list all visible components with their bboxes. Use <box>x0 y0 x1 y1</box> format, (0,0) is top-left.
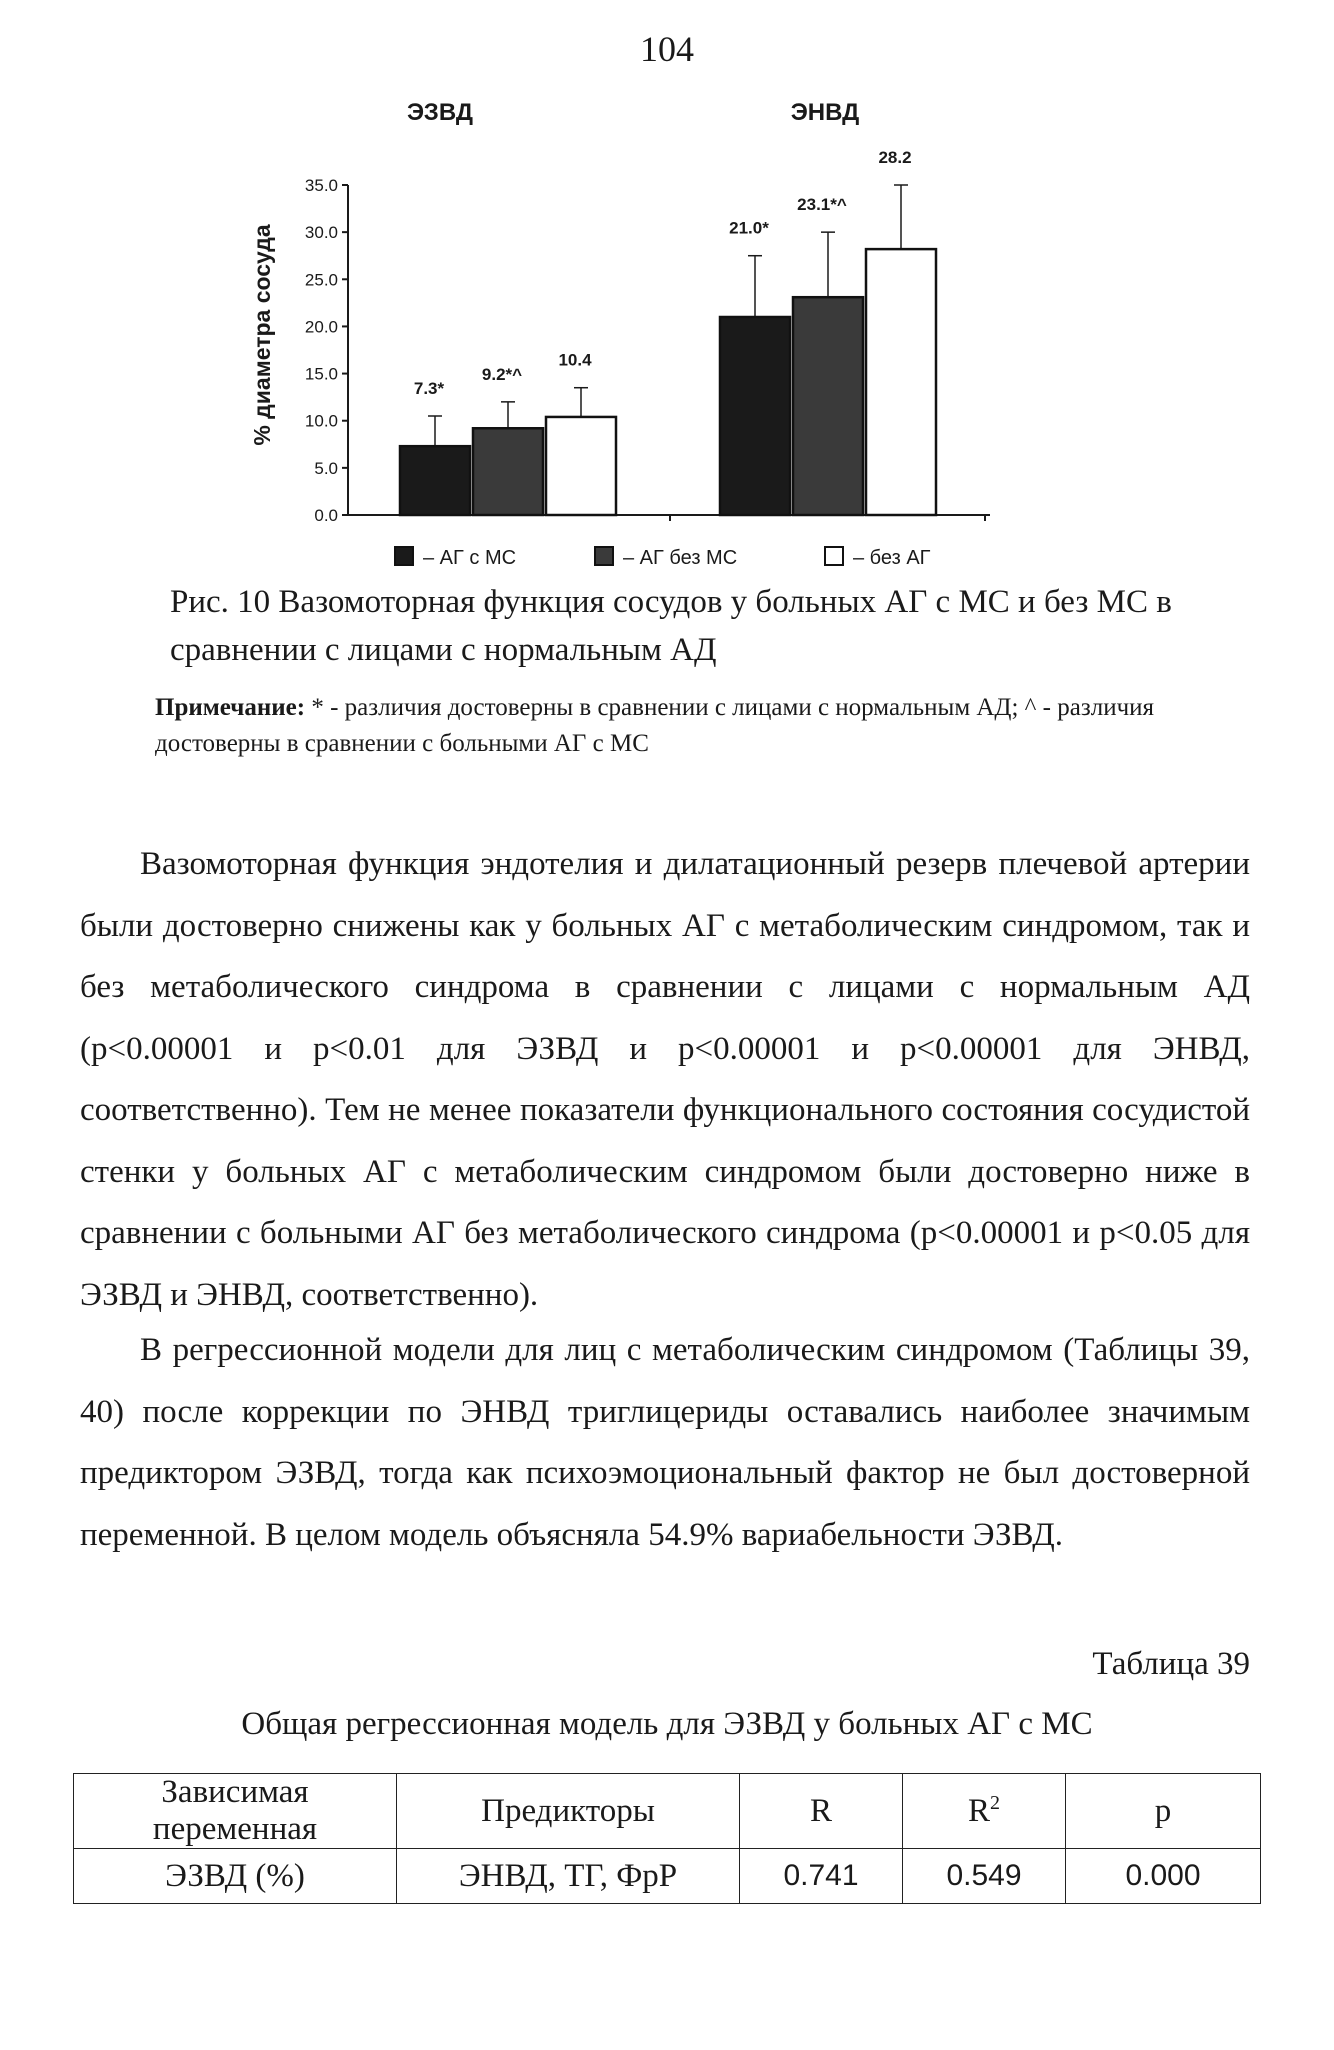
header-r2 <box>903 1774 1066 1849</box>
figure-caption: Рис. 10 Вазомоторная функция сосудов у больных АГ с МС и без МС в сравнении с лицами с нормальным АД <box>170 584 1172 668</box>
cell-r2: 0.549 <box>903 1849 1066 1904</box>
table-title: Общая регрессионная модель для ЭЗВД у больных АГ с МС <box>241 1706 1093 1742</box>
data-label: 21.0* <box>729 218 769 238</box>
legend-label: – без АГ <box>853 547 931 569</box>
header-dependent: Зависимая переменная <box>74 1774 397 1849</box>
header-p: p <box>1066 1774 1261 1849</box>
y-tick-label: 10.0 <box>304 411 338 431</box>
bar <box>400 446 470 515</box>
data-label: 28.2 <box>878 148 912 167</box>
regression-table <box>73 1773 1261 1904</box>
page-number: 104 <box>640 29 694 69</box>
legend-swatch <box>825 547 843 565</box>
header-predictors: Предикторы <box>397 1774 740 1849</box>
legend-swatch <box>395 547 413 565</box>
table-row <box>74 1849 1261 1904</box>
bar <box>720 317 790 515</box>
bar <box>793 297 863 515</box>
table-header-row <box>74 1774 1261 1849</box>
legend-label: – АГ без МС <box>623 547 738 569</box>
y-tick-label: 0.0 <box>314 506 338 525</box>
data-label: 9.2*^ <box>481 364 523 384</box>
table-label: Таблица 39 <box>1092 1646 1250 1682</box>
header-r2-sup: 2 <box>990 1792 1000 1814</box>
y-tick-label: 25.0 <box>304 270 338 290</box>
header-r2-base: R <box>967 1793 990 1829</box>
cell-r: 0.741 <box>740 1849 903 1904</box>
y-tick-label: 20.0 <box>304 317 338 337</box>
legend-label: – АГ с МС <box>423 547 517 569</box>
data-label: 7.3* <box>413 379 445 398</box>
cell-predictors: ЭНВД, ТГ, ФрР <box>397 1849 740 1904</box>
data-label: 23.1*^ <box>797 195 847 215</box>
cell-p: 0.000 <box>1066 1849 1261 1904</box>
y-axis-label: % диаметра сосуда <box>249 224 275 446</box>
note-label: Примечание: <box>155 694 306 721</box>
data-label: 10.4 <box>558 350 592 370</box>
bar <box>473 428 543 515</box>
y-tick-label: 5.0 <box>314 458 338 478</box>
cell-dependent: ЭЗВД (%) <box>74 1849 397 1904</box>
y-tick-label: 15.0 <box>304 364 338 384</box>
y-tick-label: 35.0 <box>304 176 338 195</box>
group-label-1: ЭНВД <box>790 99 860 126</box>
bar-chart <box>230 85 1010 575</box>
group-label-0: ЭЗВД <box>407 99 473 126</box>
paragraph-1: Вазомоторная функция эндотелия и дилатационный резерв плечевой артерии были достоверно снижены как у больных АГ с метаболическим синдромом, так и без метаболического синдрома в сравнении с лицами с нормальным АД (p<0.00001 и p<0.01 для ЭЗВД и p<0.00001 и p<0.00001 для ЭНВД, соответственно). Тем не менее показатели функционального состояния сосудистой стенки у больных АГ с метаболическим синдромом были достоверно ниже в сравнении с больными АГ без метаболического синдрома (p<0.00001 и p<0.05 для ЭЗВД и ЭНВД, соответственно). <box>80 846 1250 1313</box>
bar <box>866 249 936 515</box>
legend-swatch <box>595 547 613 565</box>
paragraph-2: В регрессионной модели для лиц с метаболическим синдромом (Таблицы 39, 40) после коррекции по ЭНВД триглицериды оставались наиболее значимым предиктором ЭЗВД, тогда как психоэмоциональный фактор не был достоверной переменной. В целом модель объясняла 54.9% вариабельности ЭЗВД. <box>80 1332 1250 1553</box>
figure-note <box>155 690 1215 762</box>
note-text: * - различия достоверны в сравнении с лицами с нормальным АД; ^ - различия достоверны в сравнении с больными АГ с МС <box>155 694 1155 757</box>
header-r: R <box>740 1774 903 1849</box>
y-tick-label: 30.0 <box>304 223 338 243</box>
bar <box>546 417 616 515</box>
